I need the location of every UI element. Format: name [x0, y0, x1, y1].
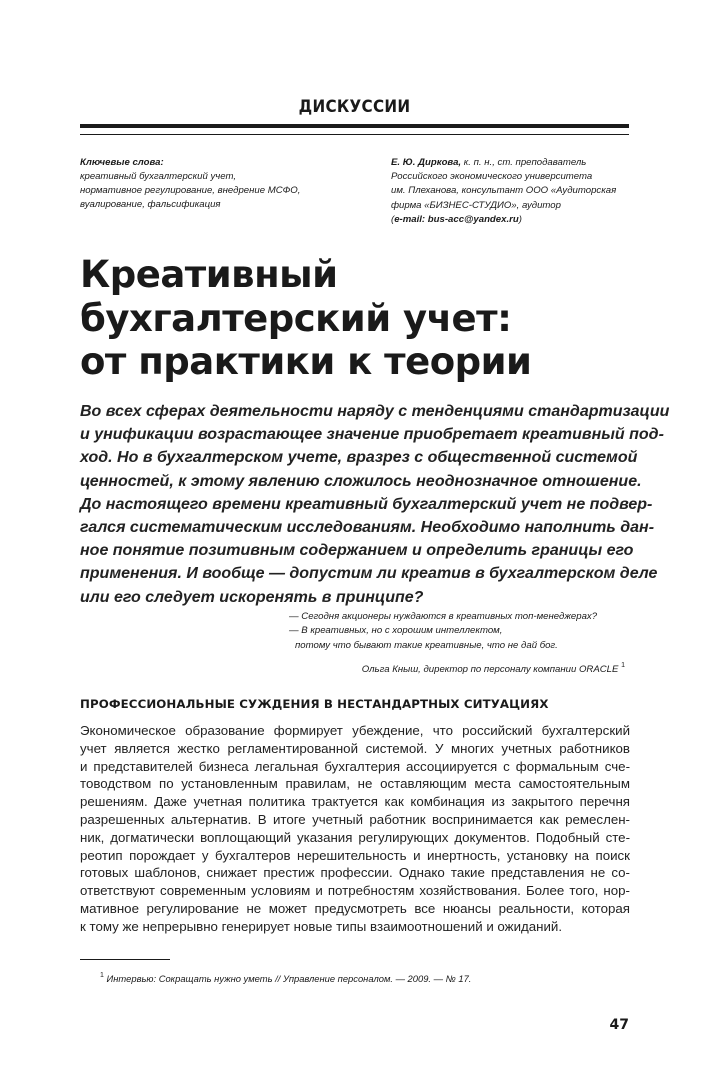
email-paren-close: ) [518, 213, 522, 225]
body-line: мативное регулирование не может предусмотреть все нюансы реальности, которая [80, 900, 630, 916]
author-line: фирма «БИЗНЕС-СТУДИО», аудитор [391, 199, 561, 211]
author-line: им. Плеханова, консультант ООО «Аудиторская [391, 185, 617, 197]
body-line: реотип порождает у бухгалтеров нерешительность и инертность, установку на поиск [80, 847, 630, 863]
epigraph-line: — Сегодня акционеры нуждаются в креативных топ-менеджерах? [289, 611, 598, 622]
epigraph [289, 610, 629, 677]
epigraph-line: потому что бывают такие креативные, что не дай бог. [295, 639, 558, 651]
footnote-rule [80, 959, 170, 960]
epigraph-source: Ольга Кныш, директор по персоналу компании ORACLE [361, 663, 622, 675]
body-line: товодством по установленным правилам, не оставляющим места самостоятельным [80, 776, 630, 792]
article-title [80, 253, 640, 384]
abstract-line: и унификации возрастающее значение приобретает креативный под- [80, 426, 664, 444]
body-line: ответствуют современным условиям и потребностям хозяйствования. Более того, нор- [80, 883, 630, 899]
abstract-line: или его следует искоренять в принципе? [80, 588, 424, 606]
body-line: Экономическое образование формирует убеждение, что российский бухгалтерский [80, 723, 630, 738]
keywords-block [80, 156, 360, 212]
keywords-line: вуалирование, фальсификация [80, 199, 221, 210]
body-paragraph [80, 722, 630, 936]
author-block [391, 156, 631, 227]
body-line: решениям. Даже учетная политика трактуется как комбинация из закрытого перечня [80, 794, 630, 810]
body-line: учет является жестко регламентированной системой. У многих учетных работников [80, 740, 630, 756]
abstract-line: ценностей, к этому явлению сложилось неоднозначное отношение. [80, 472, 642, 490]
body-line: ник, догматически воплощающий указания регулирующих документов. Подобный сте- [80, 829, 630, 845]
keywords-line: креативный бухгалтерский учет, [80, 171, 237, 182]
author-name: Е. Ю. Диркова, [391, 157, 462, 168]
footnote [100, 972, 471, 984]
epigraph-source-line [289, 659, 629, 677]
section-subheading: ПРОФЕССИОНАЛЬНЫЕ СУЖДЕНИЯ В НЕСТАНДАРТНЫХ СИТУАЦИЯХ [80, 697, 549, 711]
author-line: Российского экономического университета [391, 171, 593, 183]
abstract-line: гался систематическим исследованиям. Необходимо наполнить дан- [80, 519, 655, 537]
abstract-line: ход. Но в бухгалтерском учете, вразрез с общественной системой [80, 449, 638, 467]
keywords-title: Ключевые слова: [80, 157, 164, 168]
header-rule-thin [80, 134, 629, 135]
keywords-line: нормативное регулирование, внедрение МСФО, [80, 185, 301, 196]
body-line: и представителей бизнеса легальная бухгалтерия ассоциируется с формальным сче- [80, 758, 630, 774]
abstract-line: Во всех сферах деятельности наряду с тенденциями стандартизации [80, 403, 670, 420]
section-header: ДИСКУССИИ [298, 97, 411, 116]
author-email: e-mail: bus-acc@yandex.ru [394, 213, 519, 225]
body-line: к тому же непрерывно генерирует новые типы взаимоотношений и ожиданий. [80, 918, 563, 934]
author-credentials: к. п. н., ст. преподаватель [461, 157, 587, 168]
footnote-text: Интервью: Сокращать нужно уметь // Управление персоналом. — 2009. — № 17. [103, 973, 472, 984]
title-line: от практики к теории [80, 340, 532, 383]
footnote-ref[interactable]: 1 [621, 661, 625, 669]
body-line: готовых шаблонов, снижает престиж профессии. Однако такие представления не со- [80, 865, 630, 881]
title-line: Креативный [80, 253, 338, 296]
page-number: 47 [609, 1017, 629, 1033]
email-paren-open: ( [391, 213, 395, 225]
abstract-line: До настоящего времени креативный бухгалтерский учет не подвер- [80, 495, 653, 513]
header-rule-thick [80, 124, 629, 128]
body-line: разрешенных альтернатив. В итоге учетный работник воспринимается как ремеслен- [80, 811, 630, 827]
abstract-line: ное понятие позитивным содержанием и определить границы его [80, 542, 634, 560]
abstract-line: применения. И вообще — допустим ли креатив в бухгалтерском деле [80, 565, 658, 583]
footnote-mark: 1 [100, 972, 104, 979]
epigraph-line: — В креативных, но с хорошим интеллектом, [289, 625, 503, 637]
abstract [80, 400, 670, 609]
title-line: бухгалтерский учет: [80, 296, 512, 340]
